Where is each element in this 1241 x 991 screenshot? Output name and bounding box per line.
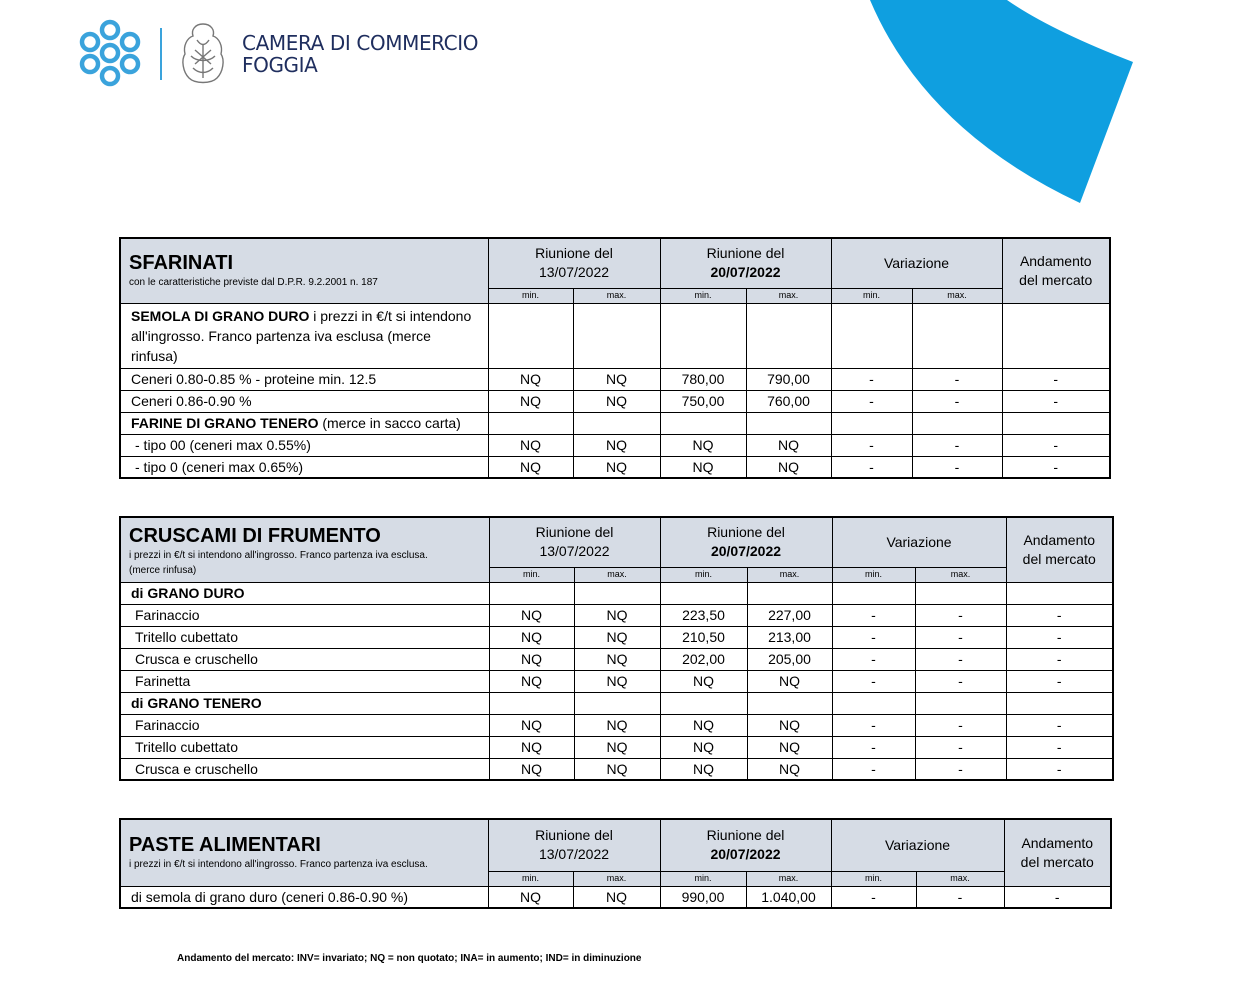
empty-cell [660, 692, 747, 714]
empty-cell [912, 412, 1002, 434]
logo-separator [160, 28, 162, 80]
org-name-line2: FOGGIA [242, 53, 318, 77]
price-cell: NQ [488, 886, 573, 908]
empty-cell [747, 692, 832, 714]
trend-label-line2: del mercato [1020, 853, 1094, 870]
empty-cell [574, 692, 660, 714]
price-cell: NQ [573, 886, 660, 908]
empty-cell [832, 582, 915, 604]
price-cell: - [912, 368, 1002, 390]
price-cell: - [1006, 736, 1113, 758]
price-cell: NQ [747, 714, 832, 736]
price-cell: NQ [489, 758, 574, 780]
price-cell: - [915, 604, 1006, 626]
price-cell: - [1006, 670, 1113, 692]
trend-label-line1: Andamento [1023, 531, 1096, 548]
meeting-label: Riunione del [706, 827, 785, 844]
price-cell: 760,00 [746, 390, 831, 412]
empty-cell [488, 303, 573, 368]
prev-meeting-header [488, 238, 660, 288]
trend-header [1006, 517, 1113, 582]
table-row [120, 758, 1113, 780]
table-row [120, 434, 1110, 456]
trend-label-line1: Andamento [1019, 252, 1092, 269]
max-subheader: max. [912, 288, 1002, 303]
price-cell: NQ [660, 456, 746, 478]
price-cell: NQ [660, 670, 747, 692]
max-subheader: max. [574, 567, 660, 582]
price-cell: NQ [574, 736, 660, 758]
price-cell: - [831, 434, 912, 456]
curr-meeting-date: 20/07/2022 [710, 543, 782, 560]
table-row [120, 390, 1110, 412]
paste-note: i prezzi in €/t si intendono all'ingrosso. Franco partenza iva esclusa. [129, 859, 428, 871]
trend-label-line2: del mercato [1022, 550, 1096, 567]
empty-cell [489, 692, 574, 714]
price-cell: - [1002, 434, 1110, 456]
paste-title-cell [120, 819, 488, 886]
empty-cell [660, 412, 746, 434]
min-subheader: min. [660, 288, 746, 303]
table-row [120, 670, 1113, 692]
max-subheader: max. [573, 871, 660, 886]
empty-cell [1006, 692, 1113, 714]
meeting-label: Riunione del [707, 524, 785, 541]
min-subheader: min. [832, 567, 915, 582]
price-cell: - [915, 670, 1006, 692]
empty-cell [831, 303, 912, 368]
price-cell: NQ [489, 714, 574, 736]
price-cell: NQ [574, 670, 660, 692]
empty-cell [746, 412, 831, 434]
empty-cell [915, 582, 1006, 604]
max-subheader: max. [916, 871, 1004, 886]
row-label: Crusca e cruschello [120, 758, 489, 780]
table-row [120, 604, 1113, 626]
empty-cell [746, 303, 831, 368]
max-subheader: max. [746, 871, 831, 886]
price-cell: 202,00 [660, 648, 747, 670]
chamber-emblem-icon [76, 18, 144, 88]
price-cell: 223,50 [660, 604, 747, 626]
row-label: Farinetta [120, 670, 489, 692]
market-trend-legend: Andamento del mercato: INV= invariato; NQ = non quotato; INA= in aumento; IND= in diminuzione [177, 953, 642, 964]
sfarinati-title: SFARINATI [129, 252, 234, 275]
price-cell: 780,00 [660, 368, 746, 390]
table-row [120, 626, 1113, 648]
empty-cell [573, 412, 660, 434]
meeting-label: Riunione del [535, 524, 614, 541]
meeting-label: Riunione del [535, 827, 613, 844]
price-cell: - [915, 648, 1006, 670]
empty-cell [1006, 582, 1113, 604]
price-cell: - [915, 626, 1006, 648]
min-subheader: min. [831, 871, 916, 886]
min-subheader: min. [488, 288, 573, 303]
price-cell: - [1004, 886, 1111, 908]
price-cell: NQ [746, 434, 831, 456]
price-cell: NQ [489, 604, 574, 626]
curr-meeting-date: 20/07/2022 [710, 846, 781, 863]
trend-label-line2: del mercato [1019, 271, 1093, 288]
sfarinati-note: con le caratteristiche previste dal D.P.R. 9.2.2001 n. 187 [129, 277, 378, 289]
trend-header [1002, 238, 1110, 303]
price-cell: NQ [489, 670, 574, 692]
price-cell: NQ [574, 604, 660, 626]
seal-icon [177, 20, 229, 88]
price-cell: - [831, 886, 916, 908]
price-cell: NQ [489, 626, 574, 648]
price-cell: - [916, 886, 1004, 908]
empty-cell [660, 303, 746, 368]
price-cell: - [832, 758, 915, 780]
price-cell: 205,00 [747, 648, 832, 670]
price-cell: 210,50 [660, 626, 747, 648]
price-cell: 750,00 [660, 390, 746, 412]
price-cell: NQ [660, 736, 747, 758]
price-cell: NQ [488, 434, 573, 456]
trend-header [1004, 819, 1111, 886]
sfarinati-table [119, 237, 1111, 479]
curr-meeting-date: 20/07/2022 [710, 264, 781, 281]
row-label: Tritello cubettato [120, 736, 489, 758]
price-cell: NQ [574, 626, 660, 648]
price-cell: NQ [488, 368, 573, 390]
price-cell: - [831, 390, 912, 412]
price-cell: - [1006, 758, 1113, 780]
price-cell: NQ [660, 434, 746, 456]
min-subheader: min. [660, 871, 746, 886]
price-cell: - [832, 714, 915, 736]
price-cell: - [832, 604, 915, 626]
price-cell: - [915, 714, 1006, 736]
price-cell: - [831, 456, 912, 478]
price-cell: NQ [488, 390, 573, 412]
table-row [120, 714, 1113, 736]
price-cell: - [915, 758, 1006, 780]
row-label: Tritello cubettato [120, 626, 489, 648]
empty-cell [573, 303, 660, 368]
price-cell: NQ [489, 648, 574, 670]
decorative-arc [855, 0, 1145, 210]
table-row [120, 456, 1110, 478]
max-subheader: max. [746, 288, 831, 303]
variation-header: Variazione [831, 238, 1002, 288]
price-cell: - [1006, 604, 1113, 626]
section-label: SEMOLA DI GRANO DURO i prezzi in €/t si intendono all'ingrosso. Franco partenza iva esclusa (merce rinfusa) [120, 303, 488, 368]
max-subheader: max. [915, 567, 1006, 582]
variation-header: Variazione [832, 517, 1006, 567]
min-subheader: min. [488, 871, 573, 886]
cruscami-table [119, 516, 1114, 781]
price-cell: NQ [746, 456, 831, 478]
empty-cell [831, 412, 912, 434]
row-label: Ceneri 0.80-0.85 % - proteine min. 12.5 [120, 368, 488, 390]
price-cell: NQ [573, 434, 660, 456]
table-row [120, 886, 1111, 908]
price-cell: NQ [488, 456, 573, 478]
row-label: Ceneri 0.86-0.90 % [120, 390, 488, 412]
section-row [120, 303, 1110, 368]
prev-meeting-date: 13/07/2022 [538, 264, 610, 281]
trend-label-line1: Andamento [1021, 834, 1094, 851]
paste-table [119, 818, 1112, 909]
curr-meeting-header [660, 517, 832, 567]
row-label: Farinaccio [120, 714, 489, 736]
price-cell: 213,00 [747, 626, 832, 648]
empty-cell [574, 582, 660, 604]
price-cell: - [832, 626, 915, 648]
price-cell: NQ [660, 758, 747, 780]
organization-name [242, 32, 478, 76]
paste-title: PASTE ALIMENTARI [129, 834, 321, 857]
empty-cell [747, 582, 832, 604]
empty-cell [1002, 412, 1110, 434]
price-cell: NQ [574, 648, 660, 670]
chamber-logo [76, 18, 516, 90]
price-cell: NQ [489, 736, 574, 758]
price-cell: - [832, 648, 915, 670]
meeting-label: Riunione del [706, 245, 785, 262]
cruscami-title-cell [120, 517, 489, 582]
price-cell: NQ [573, 390, 660, 412]
price-cell: - [1006, 648, 1113, 670]
section-row [120, 412, 1110, 434]
price-cell: NQ [660, 714, 747, 736]
row-label: di semola di grano duro (ceneri 0.86-0.90 %) [120, 886, 488, 908]
prev-meeting-header [489, 517, 660, 567]
min-subheader: min. [831, 288, 912, 303]
empty-cell [488, 412, 573, 434]
prev-meeting-header [488, 819, 660, 871]
price-cell: - [1006, 714, 1113, 736]
price-cell: 790,00 [746, 368, 831, 390]
curr-meeting-header [660, 819, 831, 871]
price-cell: - [1002, 368, 1110, 390]
price-cell: 227,00 [747, 604, 832, 626]
prev-meeting-date: 13/07/2022 [538, 846, 610, 863]
empty-cell [489, 582, 574, 604]
max-subheader: max. [747, 567, 832, 582]
table-row [120, 736, 1113, 758]
price-cell: - [912, 456, 1002, 478]
section-row [120, 692, 1113, 714]
row-label: - tipo 0 (ceneri max 0.65%) [120, 456, 488, 478]
min-subheader: min. [489, 567, 574, 582]
price-cell: - [915, 736, 1006, 758]
empty-cell [915, 692, 1006, 714]
sfarinati-title-cell [120, 238, 488, 303]
price-cell: 1.040,00 [746, 886, 831, 908]
price-cell: - [832, 736, 915, 758]
price-cell: NQ [574, 758, 660, 780]
row-label: Farinaccio [120, 604, 489, 626]
group-label: di GRANO TENERO [120, 692, 489, 714]
empty-cell [832, 692, 915, 714]
price-cell: - [912, 390, 1002, 412]
prev-meeting-date: 13/07/2022 [539, 543, 610, 560]
group-label: di GRANO DURO [120, 582, 489, 604]
price-cell: - [1006, 626, 1113, 648]
price-cell: 990,00 [660, 886, 746, 908]
curr-meeting-header [660, 238, 831, 288]
section-label: FARINE DI GRANO TENERO (merce in sacco carta) [120, 412, 488, 434]
row-label: Crusca e cruschello [120, 648, 489, 670]
org-name-line1: CAMERA DI COMMERCIO [242, 31, 479, 55]
section-row [120, 582, 1113, 604]
cruscami-note: (merce rinfusa) [129, 564, 197, 576]
max-subheader: max. [573, 288, 660, 303]
empty-cell [1002, 303, 1110, 368]
meeting-label: Riunione del [535, 245, 613, 262]
price-cell: NQ [747, 736, 832, 758]
price-cell: - [831, 368, 912, 390]
empty-cell [660, 582, 747, 604]
price-cell: NQ [747, 758, 832, 780]
empty-cell [912, 303, 1002, 368]
row-label: - tipo 00 (ceneri max 0.55%) [120, 434, 488, 456]
min-subheader: min. [660, 567, 747, 582]
price-cell: NQ [574, 714, 660, 736]
cruscami-note: i prezzi in €/t si intendono all'ingrosso. Franco partenza iva esclusa. [129, 549, 428, 561]
cruscami-title: CRUSCAMI DI FRUMENTO [129, 524, 381, 547]
variation-header: Variazione [831, 819, 1004, 871]
table-row [120, 368, 1110, 390]
price-cell: - [912, 434, 1002, 456]
price-cell: NQ [747, 670, 832, 692]
price-cell: - [1002, 456, 1110, 478]
table-row [120, 648, 1113, 670]
price-cell: - [1002, 390, 1110, 412]
price-cell: NQ [573, 368, 660, 390]
price-cell: - [832, 670, 915, 692]
price-cell: NQ [573, 456, 660, 478]
